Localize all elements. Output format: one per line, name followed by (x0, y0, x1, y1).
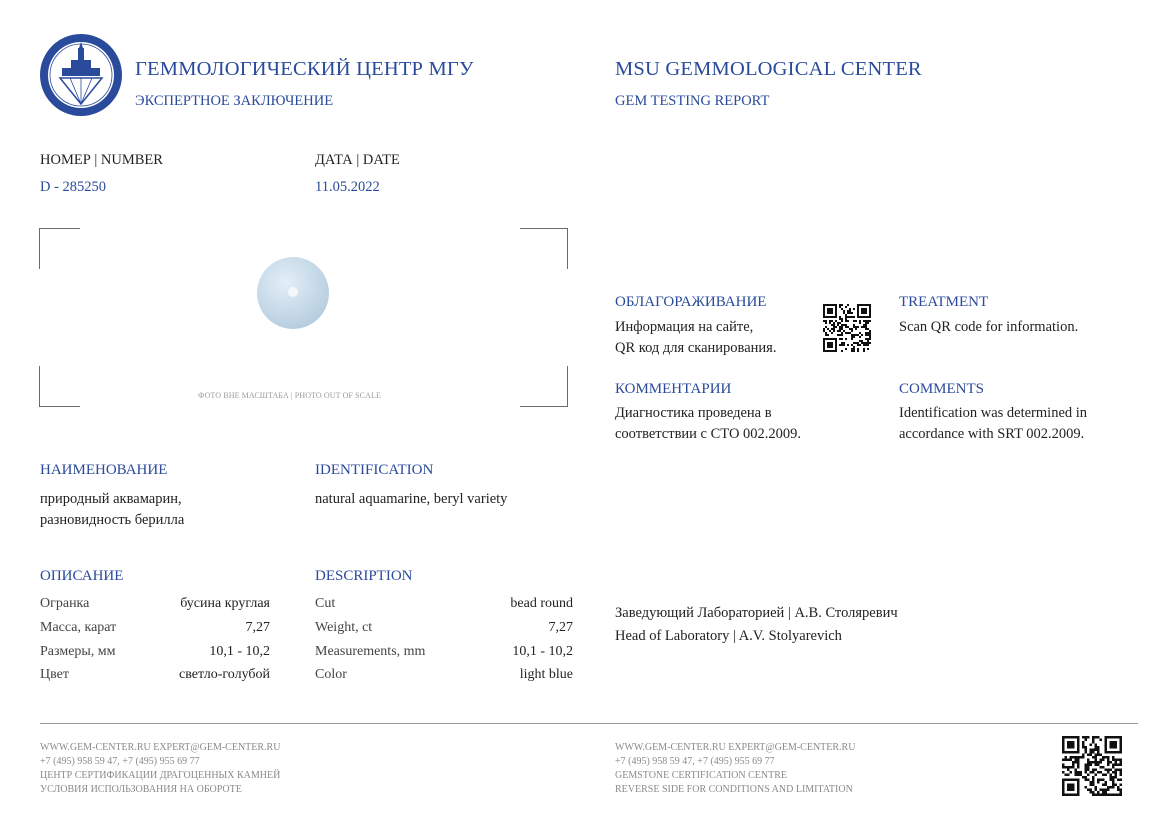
identification-heading-en: IDENTIFICATION (315, 462, 434, 478)
desc-en-label-weight: Weight, ct (315, 620, 373, 635)
title-en: MSU GEMMOLOGICAL CENTER (615, 58, 922, 80)
desc-ru-label-cut: Огранка (40, 596, 90, 611)
description-heading-ru: ОПИСАНИЕ (40, 568, 124, 584)
subtitle-ru: ЭКСПЕРТНОЕ ЗАКЛЮЧЕНИЕ (135, 93, 334, 109)
desc-en-label-size: Measurements, mm (315, 644, 426, 659)
signature-en: Head of Laboratory | A.V. Stolyarevich (615, 628, 842, 644)
gem-photo (256, 256, 330, 330)
treatment-text-ru-1: Информация на сайте, (615, 319, 754, 335)
desc-en-value-size: 10,1 - 10,2 (512, 644, 573, 659)
footer-en-line: REVERSE SIDE FOR CONDITIONS AND LIMITATION (615, 784, 853, 795)
desc-ru-value-size: 10,1 - 10,2 (209, 644, 270, 659)
footer-ru (40, 741, 280, 797)
frame-corner-tl (39, 228, 80, 269)
identification-text-en: natural aquamarine, beryl variety (315, 491, 508, 507)
frame-corner-tr (520, 228, 568, 269)
treatment-heading-en: TREATMENT (899, 294, 989, 310)
comments-text-en-2: accordance with SRT 002.2009. (899, 426, 1085, 442)
date-label: ДАТА | DATE (315, 152, 400, 168)
comments-heading-ru: КОММЕНТАРИИ (615, 381, 732, 397)
desc-ru-value-cut: бусина круглая (180, 596, 270, 611)
frame-corner-br (520, 366, 568, 407)
number-label: НОМЕР | NUMBER (40, 152, 163, 168)
comments-text-en-1: Identification was determined in (899, 405, 1088, 421)
msu-emblem-logo (38, 32, 124, 118)
treatment-heading-ru: ОБЛАГОРАЖИВАНИЕ (615, 294, 767, 310)
title-ru: ГЕММОЛОГИЧЕСКИЙ ЦЕНТР МГУ (135, 58, 474, 80)
treatment-text-ru-2: QR код для сканирования. (615, 340, 777, 356)
treatment-text-en: Scan QR code for information. (899, 319, 1079, 335)
desc-en-value-cut: bead round (510, 596, 573, 611)
comments-text-ru-2: соответствии с СТО 002.2009. (615, 426, 802, 442)
desc-en-value-color: light blue (519, 667, 573, 682)
desc-ru-label-size: Размеры, мм (40, 644, 116, 659)
number-value: D - 285250 (40, 179, 107, 195)
desc-en-label-color: Color (315, 667, 347, 682)
footer-en-line: GEMSTONE CERTIFICATION CENTRE (615, 770, 787, 781)
desc-en-label-cut: Cut (315, 596, 336, 611)
date-value: 11.05.2022 (315, 179, 380, 195)
signature-ru: Заведующий Лабораторией | А.В. Столяревич (615, 605, 898, 621)
footer-en-line[interactable]: WWW.GEM-CENTER.RU EXPERT@GEM-CENTER.RU (615, 742, 856, 753)
comments-text-ru-1: Диагностика проведена в (615, 405, 772, 421)
photo-caption: ФОТО ВНЕ МАСШТАБА | PHOTO OUT OF SCALE (198, 391, 381, 400)
desc-ru-label-color: Цвет (40, 667, 69, 682)
footer-en-line: +7 (495) 958 59 47, +7 (495) 955 69 77 (615, 756, 775, 767)
footer-ru-line: УСЛОВИЯ ИСПОЛЬЗОВАНИЯ НА ОБОРОТЕ (40, 784, 242, 795)
footer-qr-code-icon[interactable] (1062, 736, 1122, 796)
footer-ru-line: +7 (495) 958 59 47, +7 (495) 955 69 77 (40, 756, 200, 767)
footer-ru-line[interactable]: WWW.GEM-CENTER.RU EXPERT@GEM-CENTER.RU (40, 742, 281, 753)
identification-text-ru-2: разновидность берилла (40, 512, 185, 528)
footer-divider (40, 723, 1138, 724)
footer-en (615, 741, 855, 797)
desc-en-value-weight: 7,27 (548, 620, 573, 635)
desc-ru-label-weight: Масса, карат (40, 620, 117, 635)
footer-ru-line: ЦЕНТР СЕРТИФИКАЦИИ ДРАГОЦЕННЫХ КАМНЕЙ (40, 770, 281, 781)
frame-corner-bl (39, 366, 80, 407)
desc-ru-value-weight: 7,27 (245, 620, 270, 635)
identification-text-ru-1: природный аквамарин, (40, 491, 182, 507)
desc-ru-value-color: светло-голубой (179, 667, 270, 682)
identification-heading-ru: НАИМЕНОВАНИЕ (40, 462, 168, 478)
subtitle-en: GEM TESTING REPORT (615, 93, 770, 109)
qr-code-icon[interactable] (823, 304, 871, 352)
description-heading-en: DESCRIPTION (315, 568, 413, 584)
comments-heading-en: COMMENTS (899, 381, 985, 397)
